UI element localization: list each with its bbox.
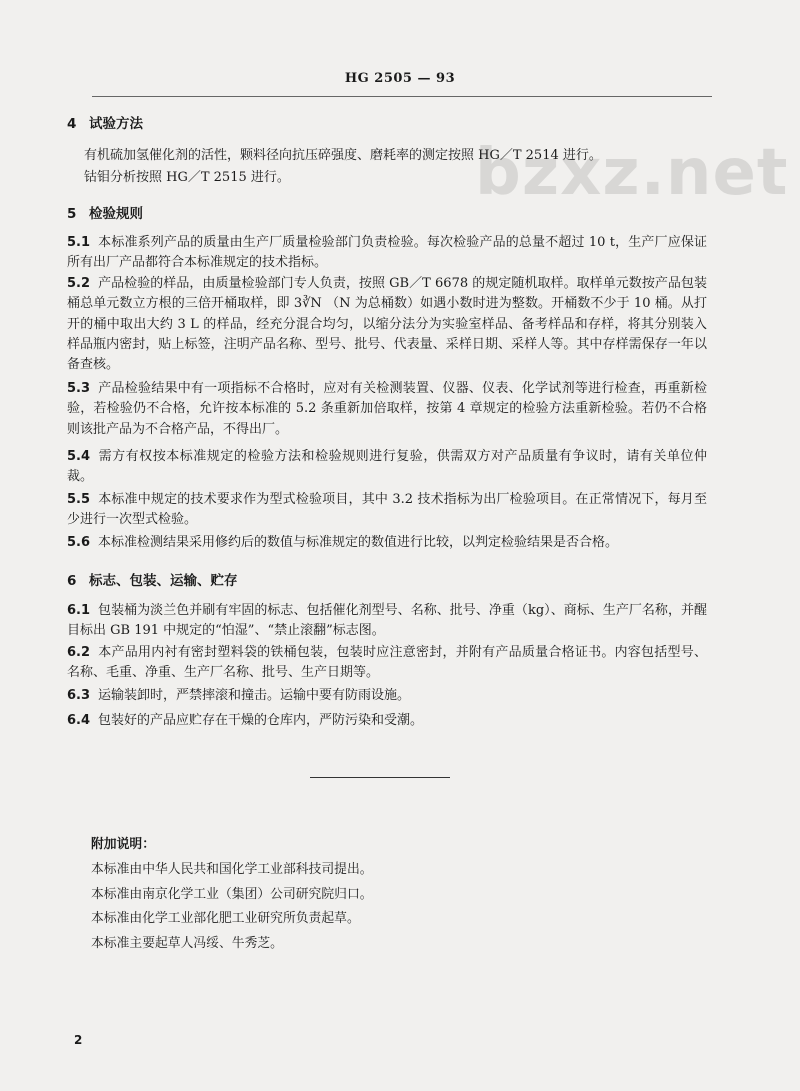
clause-text: 本产品用内衬有密封塑料袋的铁桶包装，包装时应注意密封，并附有产品质量合格证书。内容包括型号、名称、毛重、净重、生产厂名称、批号、生产日期等。 [67,645,707,681]
section-number: 5 [67,206,77,222]
header-divider [92,96,712,97]
note-line: 本标准由化学工业部化肥工业研究所负责起草。 [91,911,360,927]
clause-text: 运输装卸时，严禁摔滚和撞击。运输中要有防雨设施。 [98,688,411,703]
clause-5-2 [67,274,707,375]
clause-number: 6.2 [67,645,91,660]
end-of-text-rule [310,777,450,778]
additional-notes [91,833,373,957]
section-title: 标志、包装、运输、贮存 [89,573,238,589]
clause-6-4 [67,711,707,731]
clause-text: 产品检验结果中有一项指标不合格时，应对有关检测装置、仪器、仪表、化学试剂等进行检查，再重新检验，若检验仍不合格，允许按本标准的 5.2 条重新加倍取样，按第 4 章规定的检验方法重新检验。若仍不合格则该批产品为不合格产品，不得出厂。 [67,381,707,437]
note-line: 本标准由南京化学工业（集团）公司研究院归口。 [91,886,373,902]
clause-number: 6.4 [67,713,91,728]
page-number: 2 [74,1033,83,1047]
section-number: 4 [67,116,77,132]
clause-text: 本标准系列产品的质量由生产厂质量检验部门负责检验。每次检验产品的总量不超过 10 t，生产厂应保证所有出厂产品都符合本标准规定的技术指标。 [67,235,707,271]
clause-number: 5.2 [67,276,91,291]
clause-text: 产品检验的样品，由质量检验部门专人负责，按照 GB／T 6678 的规定随机取样。取样单元数按产品包装桶总单元数立方根的三倍开桶取样，即 3∛N （N 为总桶数）如遇小数时进为整数。开桶数不少于 10 桶。从打开的桶中取出大约 3 L 的样品，经充分混合均匀，以缩分法分为实验室样品、备考样品和存样，将其分别装入样品瓶内密封，贴上标签，注明产品名称、型号、批号、代表量、采样日期、采样人等。其中存样需保存一年以备查核。 [67,276,707,373]
standard-code-header: HG 2505 — 93 [344,71,456,86]
clause-text: 需方有权按本标准规定的检验方法和检验规则进行复验，供需双方对产品质量有争议时，请有关单位仲裁。 [67,449,707,485]
section-title: 试验方法 [89,116,143,132]
notes-title: 附加说明： [91,837,155,852]
clause-number: 5.5 [67,492,91,507]
clause-number: 6.3 [67,688,91,703]
clause-number: 5.3 [67,381,91,396]
section-4-heading [67,112,143,132]
clause-6-3 [67,686,707,706]
clause-5-4 [67,447,707,488]
clause-5-6 [67,533,707,553]
note-line: 本标准主要起草人冯绥、牛秀芝。 [91,936,283,952]
clause-5-5 [67,490,707,531]
section-5-heading [67,202,143,222]
clause-6-1 [67,601,707,642]
section-4-body [84,145,704,189]
section-number: 6 [67,573,77,589]
clause-text: 包装好的产品应贮存在干燥的仓库内，严防污染和受潮。 [98,713,424,728]
paragraph-line: 有机硫加氢催化剂的活性，颗料径向抗压碎强度、磨耗率的测定按照 HG／T 2514 进行。 [84,148,602,163]
paragraph-line: 钴钼分析按照 HG／T 2515 进行。 [84,170,290,185]
section-6-heading [67,569,238,589]
clause-number: 6.1 [67,603,91,618]
section-title: 检验规则 [89,206,143,222]
clause-6-2 [67,643,707,684]
clause-text: 本标准检测结果采用修约后的数值与标准规定的数值进行比较，以判定检验结果是否合格。 [98,535,619,550]
clause-text: 本标准中规定的技术要求作为型式检验项目，其中 3.2 技术指标为出厂检验项目。在正常情况下，每月至少进行一次型式检验。 [67,492,707,528]
clause-number: 5.4 [67,449,91,464]
clause-number: 5.1 [67,235,91,250]
watermark: bzxz.net [475,136,789,210]
clause-5-1 [67,233,707,274]
clause-number: 5.6 [67,535,91,550]
note-line: 本标准由中华人民共和国化学工业部科技司提出。 [91,861,373,877]
clause-5-3 [67,379,707,440]
clause-text: 包装桶为淡兰色并刷有牢固的标志、包括催化剂型号、名称、批号、净重（kg）、商标、生产厂名称，并醒目标出 GB 191 中规定的“怕湿”、“禁止滚翻”标志图。 [67,603,707,639]
